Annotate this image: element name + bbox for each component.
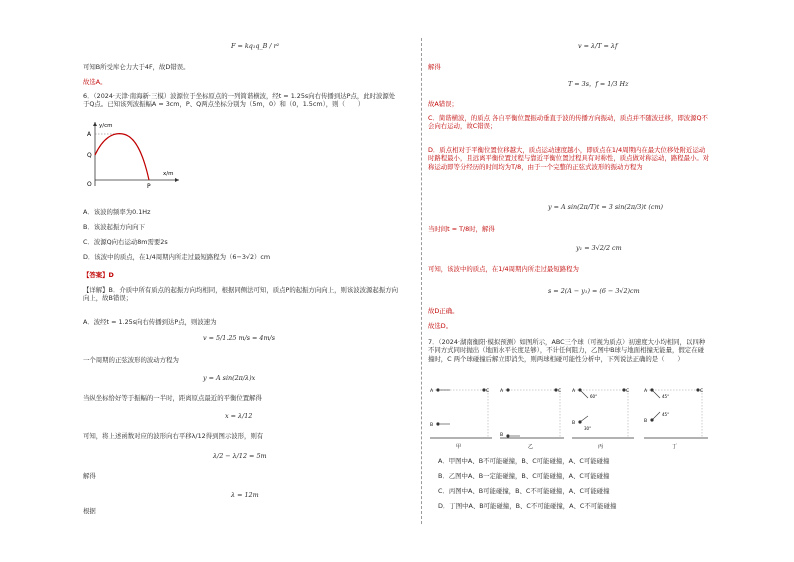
- figure-label: 甲: [456, 444, 462, 450]
- label-Q: Q: [87, 152, 92, 159]
- svg-text:A: A: [500, 389, 504, 394]
- svg-text:B: B: [644, 419, 648, 424]
- option-c: C．丙图中A、B可能碰撞，B、C不可能碰撞，A、C可能碰撞: [438, 487, 610, 495]
- question-6: 6．（2024·天津·南海新·三模）波源位于坐标原点的一列简谐横波，经t = 1.25s向右传播到达P点，此时波源处于Q点。已知该列波振幅A = 3cm，P、Q两点坐标分别为（5m，0）和（0，1.5cm），则（ ）: [83, 92, 396, 109]
- text-line: 一个周期的正弦波形的波动方程为: [83, 356, 179, 364]
- option-c: C．波源Q向右运动8m需要2s: [83, 238, 168, 246]
- svg-text:60°: 60°: [590, 394, 598, 399]
- label-A: A: [87, 131, 92, 138]
- svg-text:A: A: [572, 389, 576, 394]
- svg-text:45°: 45°: [662, 394, 670, 399]
- text-line: 解得: [83, 472, 96, 480]
- figure-label: 丙: [598, 444, 604, 450]
- wave-curve: [95, 134, 149, 180]
- formula-v-right: v = λ/T = λf: [578, 42, 618, 50]
- text-line: 故A错误；: [428, 100, 458, 108]
- question-7: 7．（2024·湖南衡阳·模拟预测）如图所示，ABC三个球（可视为质点）初速度大小均相同，以四种不同方式同时抛出（地面水平长度足够），不计任何阻力，乙图中B球与地面相撞无能量，假定在碰撞时，C 两个球碰撞后解立即消失，则两球相碰可能性分析中，下列说法正确的是（ ）: [428, 338, 706, 363]
- svg-text:C: C: [626, 389, 630, 394]
- formula-s: s = 2(A − y₁) = (6 − 3√2)cm: [548, 287, 640, 295]
- text-line: 可知，将上述函数对应的波形向右平移λ/12得到图示波形，则有: [83, 432, 264, 440]
- formula-y-right: y = A sin(2π/T)t = 3 sin(2π/3)t (cm): [548, 203, 664, 211]
- formula-sum: λ/2 − λ/12 = 5m: [213, 452, 267, 460]
- formula-lambda: λ = 12m: [231, 491, 259, 499]
- detail-text: 【详解】B．介质中所有质点的起振方向均相同，根据同侧法可知，质点P的起振方向向上，则该波波源起振方向向上，故B错误；: [83, 286, 398, 303]
- text-line: A．波经t = 1.25s向右传播到达P点，则波速为: [83, 318, 217, 326]
- collision-figures: [428, 384, 710, 452]
- svg-text:A: A: [644, 389, 648, 394]
- svg-text:B: B: [500, 433, 504, 438]
- label-P: P: [147, 183, 151, 190]
- formula-y: y = A sin(2π/λ)x: [203, 374, 256, 382]
- paragraph-d: D．质点相对于平衡位置位移越大，质点运动速度越小，即质点在1/4周期内在最大位移处附近运动时路程最小，且远离平衡位置过程与靠近平衡位置过程具有对称性，质点做对称运动，路程最小。对称运动即等分经历的时间均为T/8，由于一个完整的正弦式波形的振动方程为: [428, 146, 710, 171]
- formula-v: v = 5/1.25 m/s = 4m/s: [203, 334, 275, 342]
- svg-text:B: B: [572, 421, 576, 426]
- formula-T: T = 3s，f = 1/3 Hz: [568, 80, 629, 88]
- formula-y1: y₁ = 3√2/2 cm: [576, 244, 622, 252]
- figure-ding: [644, 388, 708, 450]
- text-line: 故D正确。: [428, 307, 459, 315]
- x-axis-label: x/m: [163, 171, 174, 177]
- text-line: 可知B所受库仑力大于4F，故D错误。: [83, 63, 190, 71]
- text-line: 当时间t = T/8时，解得: [428, 225, 495, 233]
- option-d: D．丁图中A、B可能碰撞，B、C不可能碰撞，A、C不可能碰撞: [438, 502, 617, 510]
- svg-text:45°: 45°: [662, 412, 670, 417]
- figure-yi: [500, 388, 564, 450]
- column-divider: [421, 38, 422, 524]
- text-line: 解得: [428, 63, 441, 71]
- choice-line: 故选D。: [428, 322, 453, 330]
- figure-label: 丁: [672, 444, 678, 450]
- text-line: 可知，该波中的质点，在1/4周期内所走过最短路程为: [428, 265, 579, 273]
- formula-x: x = λ/12: [225, 412, 253, 420]
- wave-graph: [83, 118, 183, 190]
- label-O: O: [87, 181, 92, 188]
- svg-text:C: C: [700, 389, 704, 394]
- svg-text:A: A: [430, 389, 434, 394]
- option-b: B．乙图中A、B一定能碰撞，B、C可能碰撞，A、C可能碰撞: [438, 472, 610, 480]
- text-line: 当纵坐标恰好等于振幅的一半时，距离原点最近的平衡位置解得: [83, 394, 262, 402]
- option-b: B．该波起振方向向下: [83, 223, 145, 231]
- figure-jia: [430, 388, 492, 450]
- figure-label: 乙: [528, 444, 534, 450]
- option-d: D．该波中的质点，在1/4周期内所走过最短路程为（6−3√2）cm: [83, 253, 271, 261]
- svg-text:C: C: [486, 389, 490, 394]
- svg-text:30°: 30°: [584, 426, 592, 431]
- figure-bing: [572, 388, 634, 450]
- answer-label: 【答案】D: [83, 271, 114, 279]
- y-axis-label: y/cm: [99, 123, 113, 129]
- option-a: A．甲图中A、B不可能碰撞，B、C可能碰撞，A、C可能碰撞: [438, 457, 610, 465]
- choice-line: 故选A。: [83, 78, 107, 86]
- svg-text:C: C: [558, 389, 562, 394]
- coulomb-formula: F = kq₁q_B / r²: [231, 42, 280, 50]
- svg-text:B: B: [430, 423, 434, 428]
- paragraph-c: C．简谐横波，的质点 各自平衡位置振动垂直于波的传播方向振动，质点并不随波迁移，即波源Q不会向右运动，故C错误；: [428, 114, 708, 131]
- text-line: 根据: [83, 507, 96, 515]
- option-a: A．该波的频率为0.1Hz: [83, 208, 151, 216]
